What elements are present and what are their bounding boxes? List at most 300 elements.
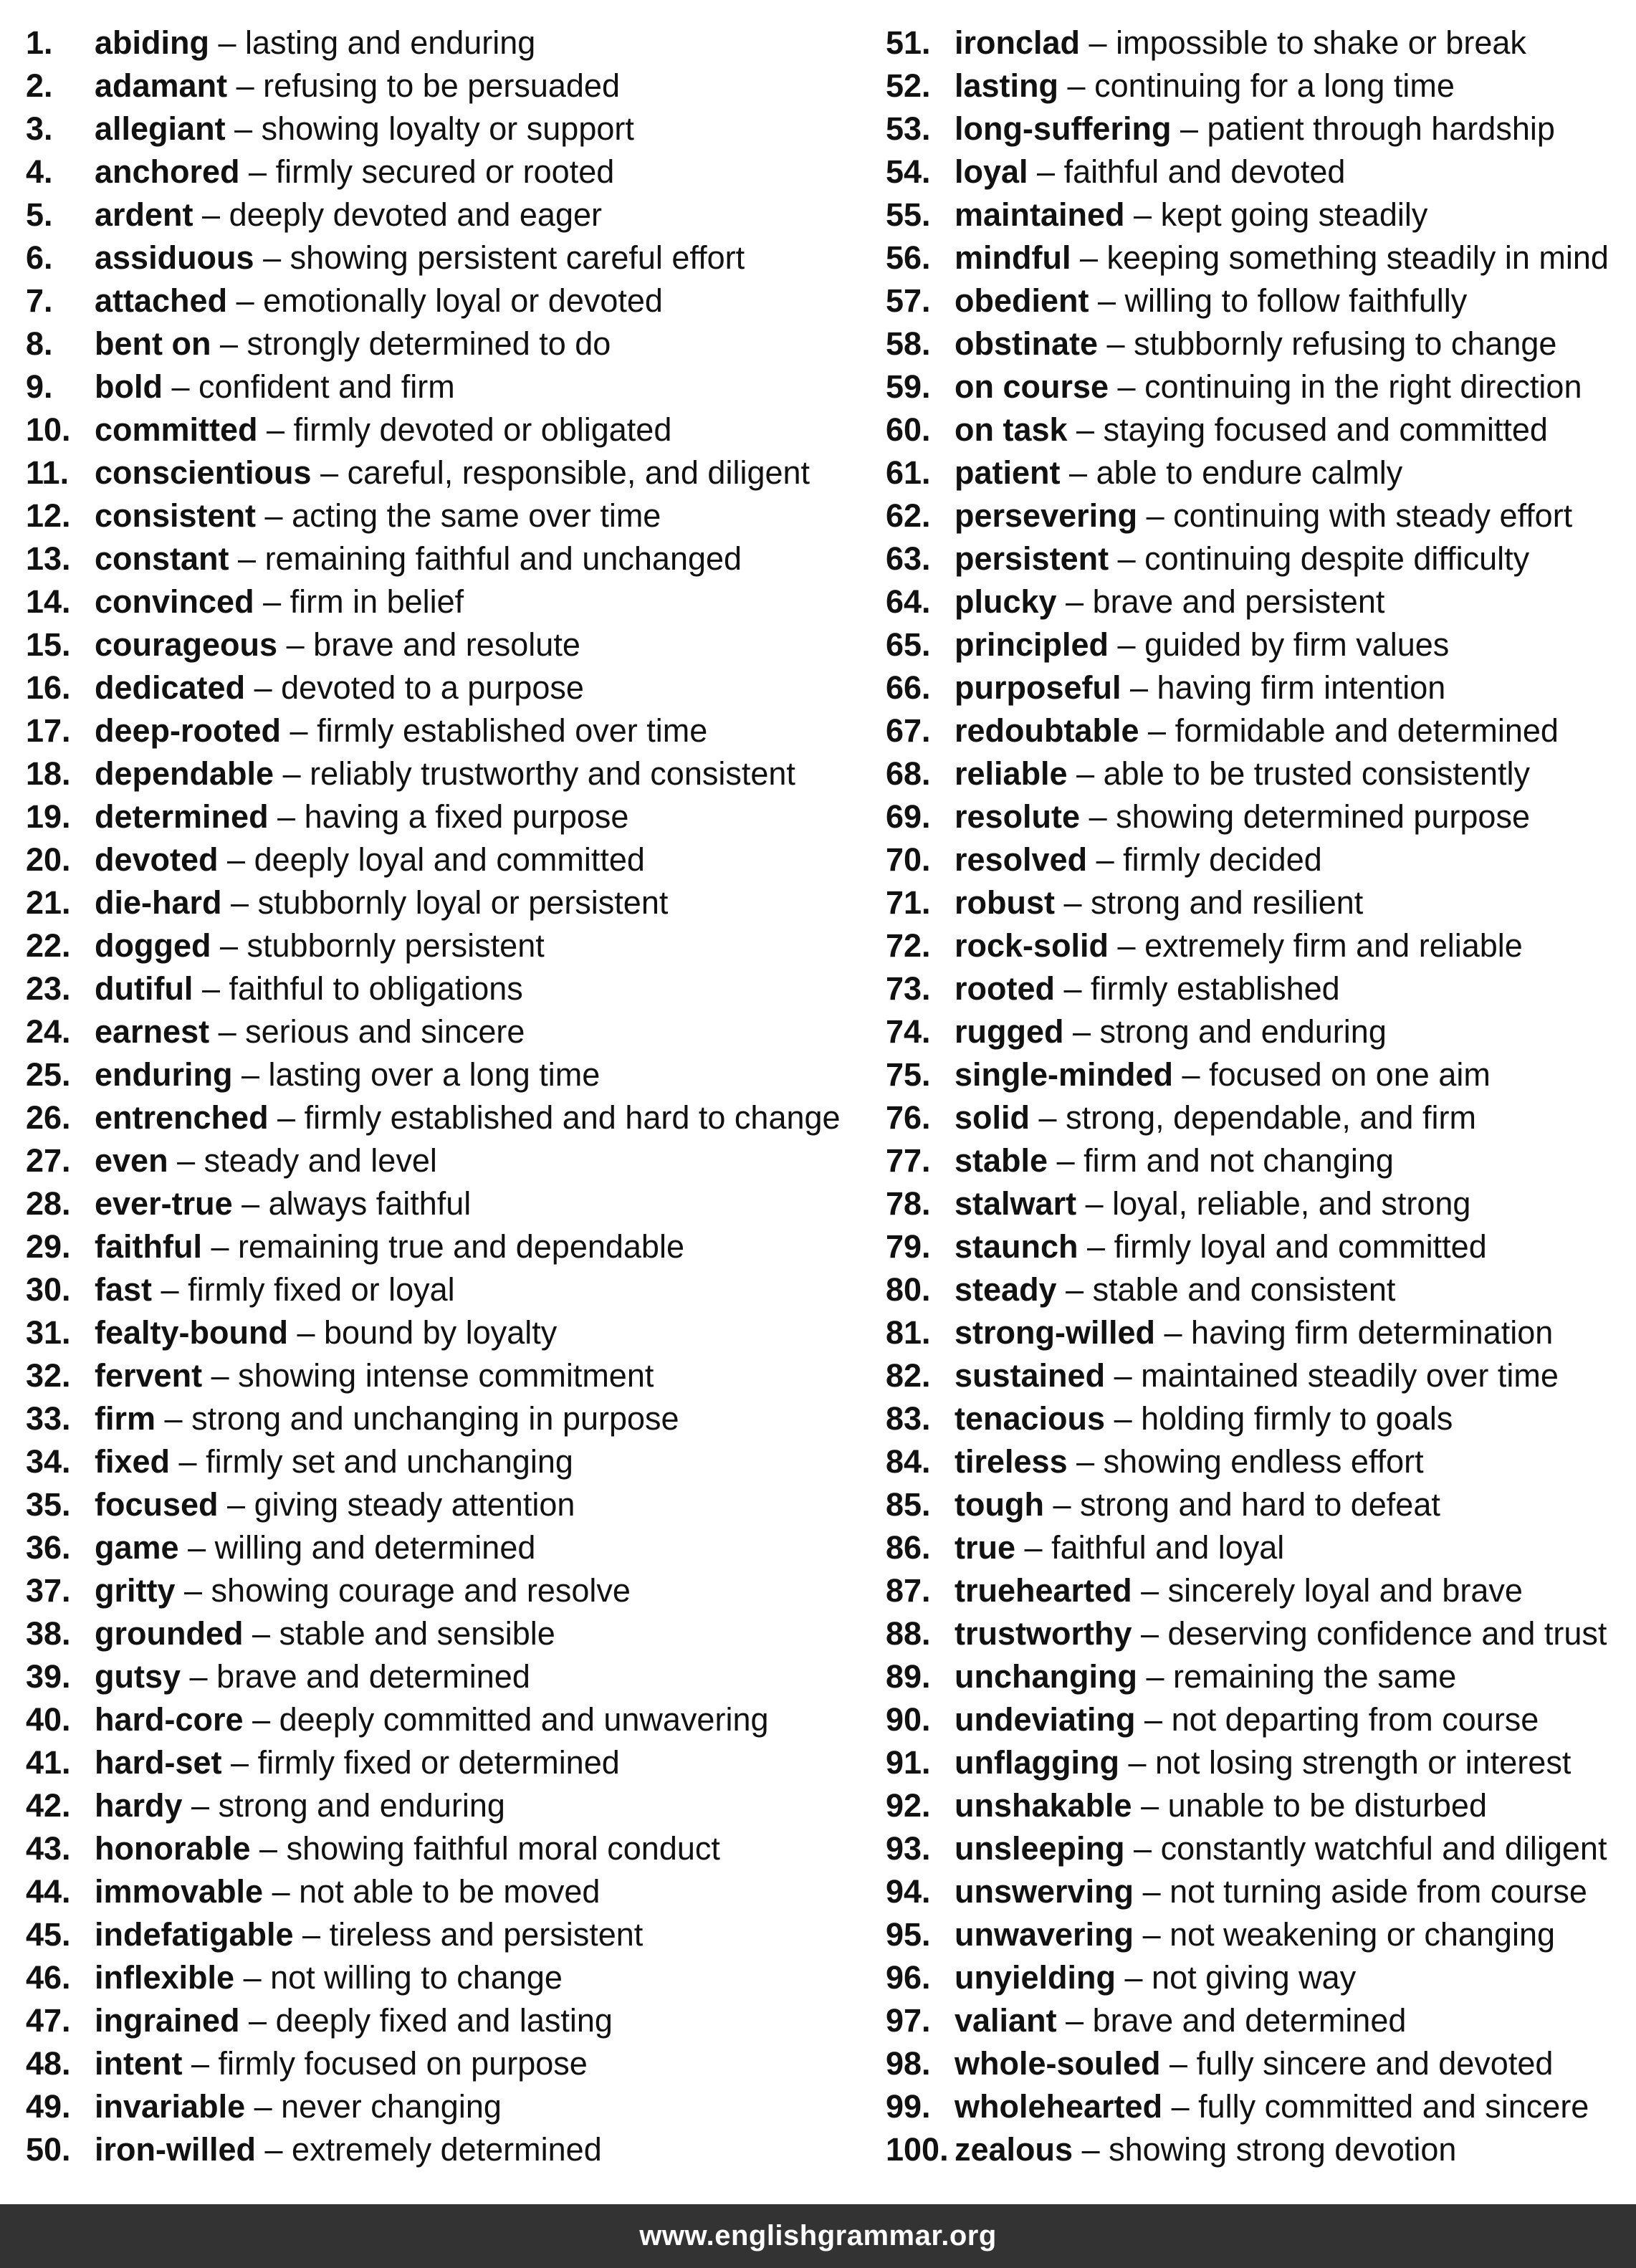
item-number: 39. [26,1658,71,1695]
item-definition: maintained steadily over time [1141,1357,1559,1394]
list-item [26,193,886,236]
item-word: honorable [95,1830,251,1867]
item-separator: – [232,1056,269,1093]
item-number: 16. [26,669,71,706]
list-item [886,1397,1624,1440]
item-definition: sincerely loyal and brave [1167,1572,1523,1609]
item-definition: strong and hard to defeat [1079,1486,1440,1523]
list-item [26,2128,886,2171]
list-item [886,451,1624,494]
item-separator: – [1043,1486,1080,1523]
item-definition: lasting and enduring [245,24,536,61]
item-word: conscientious [95,454,312,491]
item-separator: – [287,1314,325,1351]
item-separator: – [1132,1572,1168,1609]
item-definition: firmly established over time [317,712,708,749]
item-separator: – [193,196,229,233]
item-word: adamant [95,67,228,104]
item-definition: able to be trusted consistently [1103,755,1530,792]
item-word: unsleeping [955,1830,1125,1867]
item-word: indefatigable [95,1916,294,1953]
item-separator: – [193,970,229,1007]
item-definition: not turning aside from course [1169,1873,1587,1910]
item-definition: constantly watchful and diligent [1160,1830,1607,1867]
item-number: 77. [886,1142,931,1179]
item-number: 48. [26,2045,71,2082]
item-word: tenacious [955,1400,1106,1437]
item-definition: giving steady attention [254,1486,575,1523]
item-separator: – [1134,1916,1170,1953]
item-separator: – [243,1701,279,1738]
item-word: maintained [955,196,1125,233]
list-item [886,795,1624,838]
item-definition: firmly decided [1123,841,1322,878]
list-item [26,1956,886,1999]
list-item [26,279,886,322]
list-item [886,64,1624,107]
footer-url[interactable]: www.englishgrammar.org [639,2220,997,2252]
item-definition: showing determined purpose [1116,798,1530,835]
item-definition: strong and resilient [1091,884,1364,921]
list-item [886,2042,1624,2085]
list-item [886,752,1624,795]
item-separator: – [311,454,348,491]
item-definition: strong and enduring [1099,1013,1387,1050]
item-separator: – [1162,2088,1199,2125]
list-item [886,1526,1624,1569]
item-separator: – [221,884,258,921]
list-item [26,580,886,623]
item-separator: – [170,1443,206,1480]
item-number: 56. [886,239,931,276]
item-definition: always faithful [268,1185,472,1222]
item-number: 84. [886,1443,931,1480]
item-definition: willing to follow faithfully [1124,282,1468,319]
item-number: 10. [26,411,71,448]
item-definition: firmly set and unchanging [206,1443,573,1480]
list-item [886,193,1624,236]
item-word: invariable [95,2088,246,2125]
list-item [886,1053,1624,1096]
item-definition: strong and enduring [218,1787,505,1824]
list-item [886,1139,1624,1182]
item-separator: – [1030,1099,1066,1136]
item-definition: firm and not changing [1084,1142,1394,1179]
list-item [26,451,886,494]
item-word: iron-willed [95,2131,256,2168]
item-word: hard-core [95,1701,244,1738]
item-word: sustained [955,1357,1106,1394]
item-word: rooted [955,970,1055,1007]
list-item [886,1010,1624,1053]
item-separator: – [257,411,294,448]
item-definition: extremely firm and reliable [1144,927,1523,964]
item-word: patient [955,454,1061,491]
item-word: long-suffering [955,110,1172,147]
item-word: bent on [95,325,211,362]
item-number: 92. [886,1787,931,1824]
item-word: anchored [95,153,240,190]
item-number: 72. [886,927,931,964]
word-list-column-left [26,21,886,2168]
item-definition: extremely determined [292,2131,602,2168]
list-item [26,924,886,967]
item-definition: firm in belief [290,583,464,620]
item-word: single-minded [955,1056,1174,1093]
item-number: 35. [26,1486,71,1523]
item-number: 47. [26,2002,71,2039]
item-word: zealous [955,2131,1073,2168]
item-word: attached [95,282,228,319]
item-definition: fully sincere and devoted [1196,2045,1554,2082]
item-number: 60. [886,411,931,448]
list-item [886,967,1624,1010]
list-item [886,1784,1624,1827]
item-separator: – [1056,583,1093,620]
list-item [26,881,886,924]
item-definition: firmly fixed or loyal [188,1271,455,1308]
item-word: strong-willed [955,1314,1155,1351]
item-number: 91. [886,1744,931,1781]
item-definition: holding firmly to goals [1141,1400,1453,1437]
item-number: 3. [26,110,53,147]
list-item [886,580,1624,623]
item-word: unyielding [955,1959,1116,1996]
list-item [26,1655,886,1698]
item-word: resolute [955,798,1081,835]
item-number: 26. [26,1099,71,1136]
item-word: rock-solid [955,927,1109,964]
item-number: 27. [26,1142,71,1179]
list-item [886,666,1624,709]
item-number: 51. [886,24,931,61]
item-number: 80. [886,1271,931,1308]
list-item [26,1913,886,1956]
list-item [886,2128,1624,2171]
item-definition: firmly secured or rooted [275,153,615,190]
item-definition: firmly focused on purpose [218,2045,588,2082]
item-number: 13. [26,540,71,577]
item-separator: – [1124,196,1161,233]
item-separator: – [1098,325,1134,362]
item-number: 75. [886,1056,931,1093]
item-definition: kept going steadily [1160,196,1428,233]
item-definition: showing courage and resolve [211,1572,631,1609]
item-separator: – [293,1916,330,1953]
item-definition: not weakening or changing [1169,1916,1555,1953]
item-definition: staying focused and committed [1103,411,1548,448]
item-definition: brave and determined [216,1658,530,1695]
item-separator: – [1015,1529,1052,1566]
item-number: 64. [886,583,931,620]
item-word: steady [955,1271,1057,1308]
item-word: persistent [955,540,1109,577]
item-definition: continuing with steady effort [1173,497,1573,534]
item-definition: strongly determined to do [247,325,611,362]
list-item [26,64,886,107]
item-number: 15. [26,626,71,663]
item-word: unwavering [955,1916,1134,1953]
item-separator: – [162,368,199,405]
item-definition: showing strong devotion [1109,2131,1457,2168]
item-separator: – [1071,239,1107,276]
item-number: 1. [26,24,53,61]
list-item [26,236,886,279]
item-word: stable [955,1142,1048,1179]
item-number: 38. [26,1615,71,1652]
item-word: allegiant [95,110,226,147]
list-item [886,1354,1624,1397]
item-number: 9. [26,368,53,405]
item-word: unchanging [955,1658,1137,1695]
item-separator: – [218,1486,254,1523]
item-definition: not departing from course [1171,1701,1539,1738]
item-number: 41. [26,1744,71,1781]
item-separator: – [1028,153,1064,190]
item-definition: firmly established and hard to change [304,1099,841,1136]
item-separator: – [182,1787,219,1824]
item-number: 28. [26,1185,71,1222]
item-word: fervent [95,1357,203,1394]
item-number: 46. [26,1959,71,1996]
item-number: 65. [886,626,931,663]
item-word: firm [95,1400,156,1437]
list-item [26,1268,886,1311]
item-definition: strong, dependable, and firm [1066,1099,1476,1136]
item-separator: – [211,927,247,964]
item-definition: steady and level [204,1142,437,1179]
item-number: 58. [886,325,931,362]
item-separator: – [263,1873,300,1910]
item-separator: – [1137,497,1174,534]
item-number: 57. [886,282,931,319]
list-item [26,795,886,838]
list-item [886,279,1624,322]
item-word: lasting [955,67,1059,104]
item-separator: – [277,626,314,663]
item-word: committed [95,411,258,448]
item-word: ever-true [95,1185,233,1222]
item-separator: – [256,2131,292,2168]
word-list-column-right [886,21,1624,2168]
item-word: enduring [95,1056,233,1093]
list-item [886,494,1624,537]
item-definition: faithful to obligations [229,970,523,1007]
list-item [26,1096,886,1139]
item-separator: – [1137,1658,1174,1695]
item-definition: keeping something steadily in mind [1106,239,1609,276]
item-word: dutiful [95,970,193,1007]
list-item [26,1483,886,1526]
item-definition: guided by firm values [1144,626,1450,663]
item-number: 97. [886,2002,931,2039]
item-number: 61. [886,454,931,491]
item-separator: – [1155,1314,1192,1351]
item-word: mindful [955,239,1071,276]
item-separator: – [268,798,305,835]
item-definition: having firm determination [1191,1314,1554,1351]
item-definition: stable and consistent [1092,1271,1396,1308]
item-separator: – [281,712,317,749]
list-item [886,1612,1624,1655]
item-separator: – [1132,1787,1168,1824]
item-separator: – [1121,669,1157,706]
list-item [886,1268,1624,1311]
item-separator: – [1076,1185,1113,1222]
item-word: gritty [95,1572,176,1609]
item-separator: – [1058,67,1095,104]
item-separator: – [1080,24,1116,61]
item-word: determined [95,798,269,835]
list-item [886,1440,1624,1483]
item-word: devoted [95,841,219,878]
item-separator: – [1124,1830,1161,1867]
item-number: 99. [886,2088,931,2125]
item-definition: not losing strength or interest [1155,1744,1572,1781]
item-number: 53. [886,110,931,147]
list-item [886,236,1624,279]
list-item [26,21,886,64]
item-definition: focused on one aim [1209,1056,1491,1093]
item-definition: firmly fixed or determined [257,1744,620,1781]
item-definition: continuing in the right direction [1144,368,1582,405]
list-item [26,1182,886,1225]
item-separator: – [229,540,265,577]
item-number: 88. [886,1615,931,1652]
item-definition: remaining true and dependable [238,1228,684,1265]
item-number: 89. [886,1658,931,1695]
item-separator: – [1109,927,1145,964]
item-number: 93. [886,1830,931,1867]
item-separator: – [181,1658,217,1695]
item-number: 62. [886,497,931,534]
item-definition: patient through hardship [1207,110,1555,147]
item-separator: – [1055,884,1091,921]
item-separator: – [1080,798,1116,835]
item-word: entrenched [95,1099,269,1136]
list-item [886,838,1624,881]
item-word: faithful [95,1228,202,1265]
item-word: immovable [95,1873,264,1910]
item-number: 95. [886,1916,931,1953]
item-number: 21. [26,884,71,921]
list-item [886,21,1624,64]
item-definition: showing intense commitment [238,1357,654,1394]
list-item [886,623,1624,666]
item-definition: lasting over a long time [268,1056,601,1093]
item-number: 20. [26,841,71,878]
item-separator: – [1105,1400,1142,1437]
item-word: intent [95,2045,183,2082]
item-number: 71. [886,884,931,921]
list-item [26,1569,886,1612]
item-number: 2. [26,67,53,104]
item-definition: not giving way [1152,1959,1357,1996]
item-number: 33. [26,1400,71,1437]
item-word: even [95,1142,168,1179]
item-separator: – [1105,1357,1142,1394]
item-number: 6. [26,239,53,276]
item-separator: – [1173,1056,1210,1093]
list-item [886,537,1624,580]
list-item [26,1784,886,1827]
item-word: assiduous [95,239,254,276]
item-word: courageous [95,626,278,663]
item-number: 44. [26,1873,71,1910]
item-separator: – [1073,2131,1109,2168]
item-word: unshakable [955,1787,1132,1824]
item-separator: – [1060,454,1096,491]
item-separator: – [225,110,262,147]
item-word: true [955,1529,1016,1566]
list-item [886,1096,1624,1139]
item-number: 55. [886,196,931,233]
list-item [26,322,886,365]
item-word: focused [95,1486,219,1523]
list-item [886,1182,1624,1225]
list-item [886,1225,1624,1268]
item-word: abiding [95,24,209,61]
item-definition: deeply loyal and committed [254,841,645,878]
list-item [886,1311,1624,1354]
item-separator: – [1109,540,1145,577]
item-word: unswerving [955,1873,1134,1910]
list-item [26,107,886,150]
item-word: obstinate [955,325,1099,362]
list-item [26,1698,886,1741]
item-number: 98. [886,2045,931,2082]
item-separator: – [254,583,290,620]
item-separator: – [1067,411,1104,448]
item-separator: – [202,1357,239,1394]
item-number: 24. [26,1013,71,1050]
list-item [26,1225,886,1268]
item-definition: loyal, reliable, and strong [1112,1185,1471,1222]
item-separator: – [1109,368,1145,405]
item-number: 79. [886,1228,931,1265]
item-word: truehearted [955,1572,1132,1609]
item-number: 34. [26,1443,71,1480]
item-separator: – [232,1185,269,1222]
item-word: loyal [955,153,1028,190]
list-item [26,752,886,795]
item-separator: – [1055,970,1091,1007]
item-definition: deeply committed and unwavering [279,1701,769,1738]
list-item [886,2085,1624,2128]
item-separator: – [243,1615,279,1652]
item-word: undeviating [955,1701,1136,1738]
list-item [26,537,886,580]
list-item [886,365,1624,408]
item-definition: firmly loyal and committed [1114,1228,1487,1265]
item-word: convinced [95,583,254,620]
item-word: hard-set [95,1744,222,1781]
item-number: 54. [886,153,931,190]
item-separator: – [1089,282,1125,319]
list-item [26,1440,886,1483]
item-definition: careful, responsible, and diligent [347,454,810,491]
item-number: 36. [26,1529,71,1566]
item-definition: not able to be moved [299,1873,601,1910]
item-word: plucky [955,583,1057,620]
item-separator: – [227,67,264,104]
item-separator: – [1078,1228,1114,1265]
item-definition: formidable and determined [1175,712,1559,749]
list-item [26,1010,886,1053]
item-number: 12. [26,497,71,534]
item-definition: impossible to shake or break [1116,24,1526,61]
item-number: 73. [886,970,931,1007]
